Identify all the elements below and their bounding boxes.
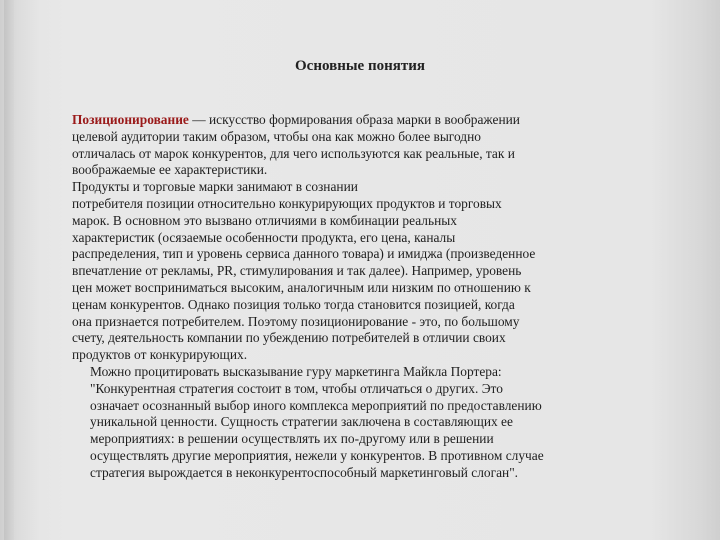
text-line: она признается потребителем. Поэтому позиционирование - это, по большому (72, 313, 520, 329)
text-line: уникальной ценности. Сущность стратегии заключена в составляющих ее (90, 414, 513, 430)
paragraph-porter-quote (72, 364, 652, 482)
text-line: стратегия вырождается в неконкурентоспособный маркетинговый слоган". (90, 464, 519, 480)
text-line: Можно процитировать высказывание гуру маркетинга Майкла Портера: (90, 363, 502, 379)
slide-body (72, 112, 652, 482)
text-line: марок. В основном это вызвано отличиями в комбинации реальных (72, 212, 457, 228)
text-line: распределения, тип и уровень сервиса данного товара) и имиджа (произведенное (72, 246, 536, 262)
text-line: мероприятиях: в решении осуществлять их по-другому или в решении (90, 431, 494, 447)
text-line: счету, деятельность компании по убеждению потребителей в отличии своих (72, 330, 506, 346)
text-line: отличалась от марок конкурентов, для чего используются как реальные, так и (72, 145, 515, 161)
text-line: воображаемые ее характеристики. (72, 162, 268, 178)
text-line: цен может восприниматься высоким, аналогичным или низким по отношению к (72, 279, 531, 295)
text-line: "Конкурентная стратегия состоит в том, чтобы отличаться о других. Это (90, 380, 503, 396)
text-line: впечатление от рекламы, PR, стимулирования и так далее). Например, уровень (72, 263, 522, 279)
text-line: потребителя позиции относительно конкурирующих продуктов и торговых (72, 195, 502, 211)
text-line: характеристик (осязаемые особенности продукта, его цена, каналы (72, 229, 456, 245)
slide-edge-strip (4, 0, 14, 540)
text-line: означает осознанный выбор иного комплекса мероприятий по предоставлению (90, 397, 542, 413)
text-line: целевой аудитории таким образом, чтобы она как можно более выгодно (72, 128, 481, 144)
text-line: осуществлять другие мероприятия, нежели у конкурентов. В противном случае (90, 447, 544, 463)
paragraph-products (72, 179, 652, 364)
text-line: ценам конкурентов. Однако позиция только тогда становится позицией, когда (72, 296, 515, 312)
definition-text: — искусство формирования образа марки в воображении (188, 112, 520, 127)
slide-title: Основные понятия (295, 58, 425, 74)
term-positioning: Позиционирование (72, 112, 189, 127)
text-line: Продукты и торговые марки занимают в сознании (72, 179, 358, 195)
text-line: продуктов от конкурирующих. (72, 347, 248, 363)
text-line (72, 112, 652, 129)
paragraph-definition (72, 112, 652, 179)
